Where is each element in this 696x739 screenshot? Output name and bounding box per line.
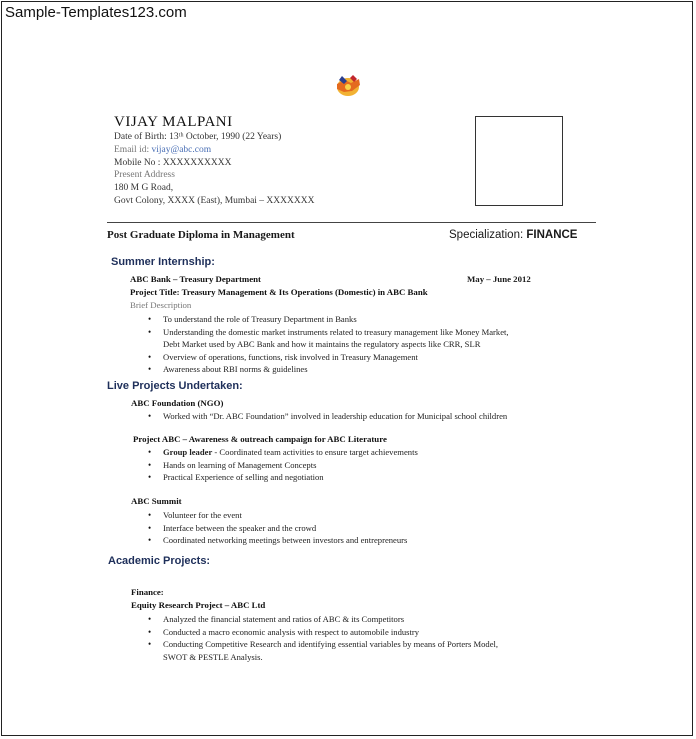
list-item: • Overview of operations, functions, risk involved in Treasury Management (146, 351, 509, 364)
live-project-1-title: ABC Foundation (NGO) (131, 398, 224, 408)
list-item: • Conducted a macro economic analysis with respect to automobile industry (146, 626, 498, 639)
header-divider (107, 222, 596, 223)
address-line-2: Govt Colony, XXXX (East), Mumbai – XXXXXXX (114, 196, 315, 206)
academic-project-bullets (146, 613, 498, 663)
list-item: • Hands on learning of Management Concepts (146, 459, 418, 472)
list-item: • To understand the role of Treasury Department in Banks (146, 313, 509, 326)
section-heading-live-projects: Live Projects Undertaken: (107, 380, 243, 392)
list-item (146, 326, 509, 351)
site-watermark: Sample-Templates123.com (5, 4, 187, 21)
list-item: • Volunteer for the event (146, 509, 407, 522)
list-item (146, 638, 498, 663)
live-project-1-bullets (146, 410, 507, 423)
list-item: • Practical Experience of selling and negotiation (146, 471, 418, 484)
live-project-2-bullets (146, 446, 418, 484)
email-line (114, 145, 211, 155)
specialization-value: FINANCE (526, 229, 578, 241)
section-heading-summer-internship: Summer Internship: (111, 256, 215, 268)
group-leader-label: Group leader (163, 447, 213, 457)
group-leader-text: - Coordinated team activities to ensure target achievements (212, 447, 418, 457)
internship-company: ABC Bank – Treasury Department (130, 274, 261, 284)
list-item (146, 446, 418, 459)
section-heading-academic-projects: Academic Projects: (108, 555, 211, 567)
address-line-1: 180 M G Road, (114, 183, 174, 193)
list-item-line: Debt Market used by ABC Bank and how it maintains the regulatory aspects like CRR, SLR (163, 339, 481, 349)
live-project-3-title: ABC Summit (131, 496, 182, 506)
internship-dates: May – June 2012 (467, 274, 531, 284)
brief-description-label: Brief Description (130, 300, 192, 310)
present-address-label: Present Address (114, 170, 175, 180)
academic-project-title: Equity Research Project – ABC Ltd (131, 600, 266, 610)
list-item: • Interface between the speaker and the crowd (146, 522, 407, 535)
internship-project-title: Project Title: Treasury Management & Its Operations (Domestic) in ABC Bank (130, 287, 428, 297)
list-item: • Analyzed the financial statement and ratios of ABC & its Competitors (146, 613, 498, 626)
specialization (449, 229, 577, 241)
live-project-2-title: Project ABC – Awareness & outreach campaign for ABC Literature (133, 434, 387, 444)
degree-title: Post Graduate Diploma in Management (107, 229, 295, 241)
list-item: • Coordinated networking meetings between investors and entrepreneurs (146, 534, 407, 547)
specialization-label: Specialization: (449, 229, 527, 241)
candidate-name: VIJAY MALPANI (114, 114, 233, 130)
list-item-line: SWOT & PESTLE Analysis. (163, 651, 263, 662)
academic-area: Finance: (131, 587, 164, 597)
email-label: Email id: (114, 145, 152, 155)
internship-bullet-list (146, 313, 509, 376)
list-item: • Awareness about RBI norms & guidelines (146, 363, 509, 376)
live-project-3-bullets (146, 509, 407, 547)
list-item: • Worked with “Dr. ABC Foundation” involved in leadership education for Municipal school children (146, 410, 507, 423)
handshake-logo-icon (333, 70, 363, 100)
date-of-birth: Date of Birth: 13ᵗʰ October, 1990 (22 Years) (114, 132, 282, 142)
mobile-number: Mobile No : XXXXXXXXXX (114, 158, 232, 168)
email-link[interactable]: vijay@abc.com (151, 145, 212, 155)
list-item-line: • Conducting Competitive Research and identifying essential variables by means of Porters Model, (163, 639, 499, 649)
list-item-line: • Understanding the domestic market instruments related to treasury management like Money Market, (163, 326, 509, 337)
photo-placeholder (475, 116, 563, 206)
